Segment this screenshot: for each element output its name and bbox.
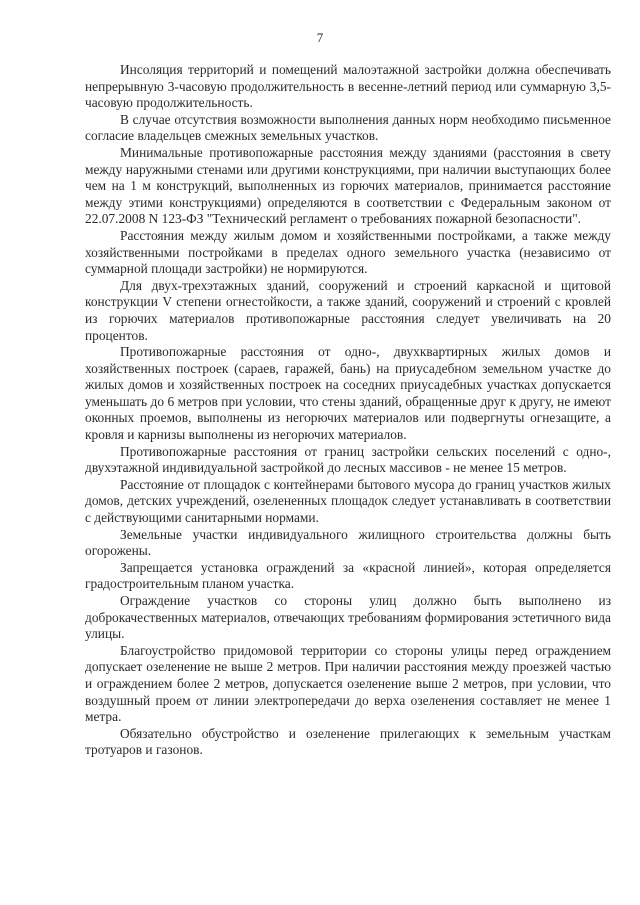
paragraph-sidewalks: Обязательно обустройство и озеленение прилегающих к земельным участкам тротуаров и газонов. bbox=[85, 725, 611, 758]
paragraph-landscaping: Благоустройство придомовой территории со стороны улицы перед ограждением допускает озеленение не выше 2 метров. При наличии расстояния между проезжей частью и ограждением более 2 метров, допускается озеленение выше 2 метров, при условии, что воздушный проем от линии электропередачи до верха озеленения составляет не менее 1 метра. bbox=[85, 642, 611, 725]
paragraph-forest-distance: Противопожарные расстояния от границ застройки сельских поселений с одно-, двухэтажной индивидуальной застройкой до лесных массивов - не менее 15 метров. bbox=[85, 443, 611, 476]
paragraph-neighbor-consent: В случае отсутствия возможности выполнения данных норм необходимо письменное согласие владельцев смежных земельных участков. bbox=[85, 111, 611, 144]
paragraph-red-line: Запрещается установка ограждений за «красной линией», которая определяется градостроительным планом участка. bbox=[85, 559, 611, 592]
document-body bbox=[85, 62, 611, 759]
paragraph-waste-containers: Расстояние от площадок с контейнерами бытового мусора до границ участков жилых домов, детских учреждений, озелененных площадок следует устанавливать в соответствии с действующими санитарными нормами. bbox=[85, 476, 611, 526]
paragraph-insolation: Инсоляция территорий и помещений малоэтажной застройки должна обеспечивать непрерывную 3-часовую продолжительность в весенне-летний период или суммарную 3,5-часовую продолжительность. bbox=[85, 62, 611, 111]
paragraph-fence-materials: Ограждение участков со стороны улиц должно быть выполнено из доброкачественных материалов, отвечающих требованиям формирования эстетичного вида улицы. bbox=[85, 593, 611, 642]
page-number: 7 bbox=[316, 30, 324, 45]
paragraph-frame-buildings: Для двух-трехэтажных зданий, сооружений и строений каркасной и щитовой конструкции V степени огнестойкости, а также зданий, сооружений и строений с кровлей из горючих материалов противопожарные расстояния следует увеличивать на 20 процентов. bbox=[85, 277, 611, 343]
paragraph-outbuildings: Расстояния между жилым домом и хозяйственными постройками, а также между хозяйственными постройками в пределах одного земельного участка (независимо от суммарной площади застройки) не нормируются. bbox=[85, 227, 611, 277]
paragraph-fencing-required: Земельные участки индивидуального жилищного строительства должны быть огорожены. bbox=[85, 526, 611, 559]
paragraph-reduced-distances: Противопожарные расстояния от одно-, двухквартирных жилых домов и хозяйственных построек (сараев, гаражей, бань) на приусадебном земельном участке до жилых домов и хозяйственных построек на соседних приусадебных участках допускается уменьшать до 6 метров при условии, что стены зданий, обращенные друг к другу, не имеют оконных проемов, выполнены из негорючих материалов или подвергнуты огнезащите, а кровля и карнизы выполнены из негорючих материалов. bbox=[85, 344, 611, 443]
paragraph-fire-distances: Минимальные противопожарные расстояния между зданиями (расстояния в свету между наружными стенами или другими конструкциями, при наличии выступающих более чем на 1 м конструкций, выполненных из горючих материалов, принимается расстояние между этими конструкциями) определяются в соответствии с Федеральным законом от 22.07.2008 N 123-ФЗ "Технический регламент о требованиях пожарной безопасности". bbox=[85, 144, 611, 227]
